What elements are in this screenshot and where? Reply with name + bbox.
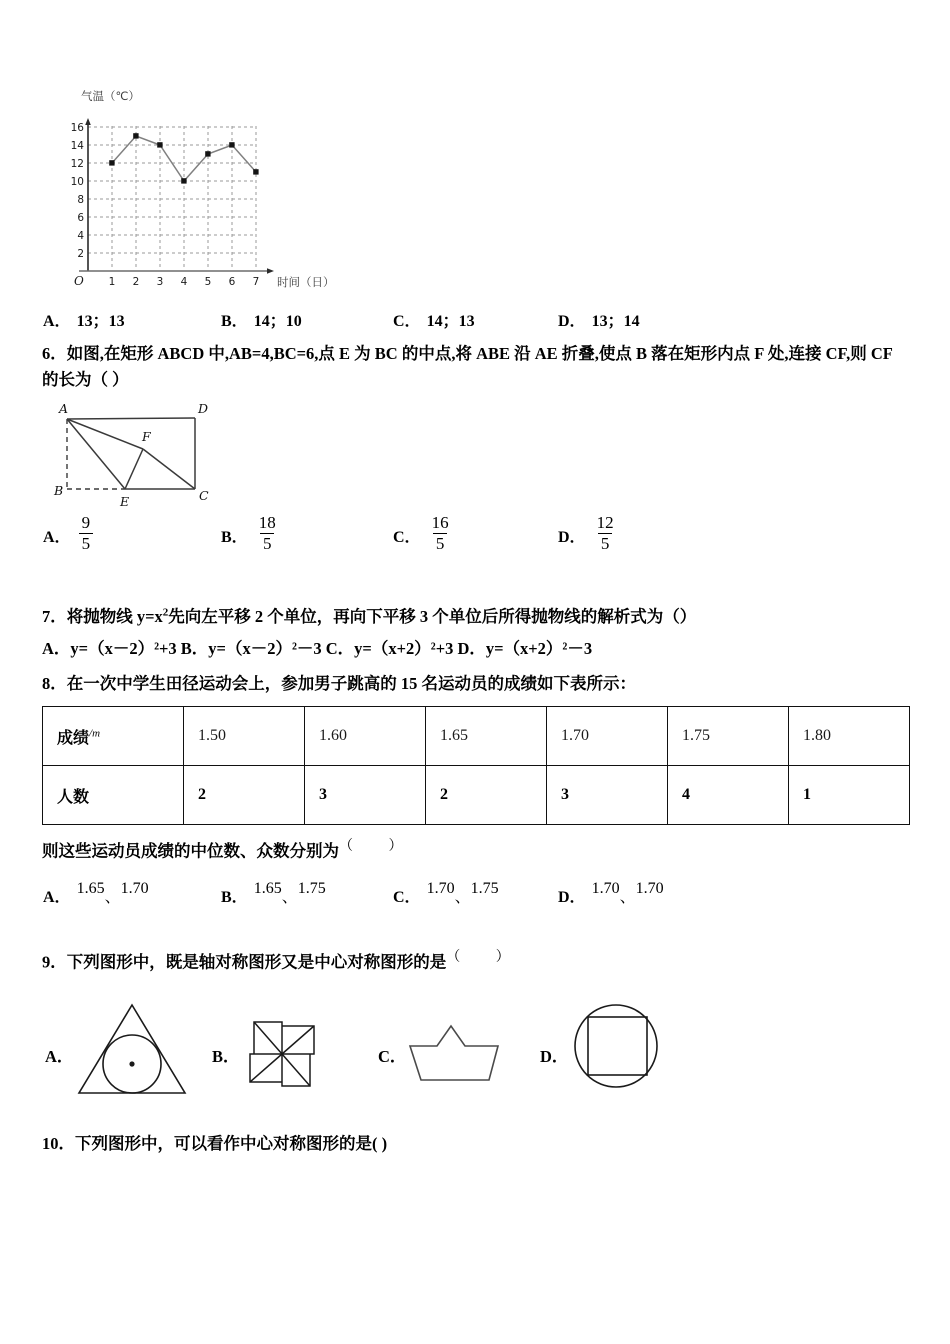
q6-option-a-fraction xyxy=(79,514,94,553)
q5-option-b-letter: B． xyxy=(221,313,248,330)
q6-figure xyxy=(45,396,230,513)
svg-text:2: 2 xyxy=(132,276,140,288)
score-table xyxy=(42,706,910,825)
q6-stem-line1: 6．如图,在矩形 ABCD 中,AB=4,BC=6,点 E 为 BC 的中点,将 ABE 沿 AE 折叠,使点 B 落在矩形内点 F 处,连接 CF,则 CF xyxy=(42,344,893,363)
q6-option-a[interactable] xyxy=(43,513,221,555)
table-header-score-text: 成绩 xyxy=(57,729,90,747)
count-cell-6: 1 xyxy=(789,766,910,825)
q5-option-d[interactable] xyxy=(558,308,640,331)
q8-option-c-separator: 、 xyxy=(454,889,471,906)
q6-option-c-fraction xyxy=(429,514,452,553)
q5-option-a[interactable] xyxy=(43,308,221,331)
q6-option-d-letter: D． xyxy=(558,528,586,546)
q8-options-row xyxy=(43,880,723,907)
score-cell-6: 1.80 xyxy=(789,707,910,766)
chart-origin-label: O xyxy=(74,274,84,288)
q6-option-a-denominator: 5 xyxy=(79,533,94,553)
triangle-inscribed-circle-icon xyxy=(75,1000,190,1100)
q8-option-b-separator: 、 xyxy=(281,889,298,906)
q8-option-b-second: 1.75 xyxy=(297,880,326,897)
q6-option-a-numerator: 9 xyxy=(81,513,91,532)
q8-stem: 8．在一次中学生田径运动会上，参加男子跳高的 15 名运动员的成绩如下表所示： xyxy=(42,674,636,693)
svg-text:7: 7 xyxy=(252,276,260,288)
q6-options-row xyxy=(43,513,683,555)
q6-stem xyxy=(42,341,922,394)
table-header-score-unit: /m xyxy=(89,727,101,740)
svg-text:10: 10 xyxy=(70,176,84,188)
pinwheel-blades xyxy=(250,1022,314,1086)
pinwheel-icon xyxy=(243,1014,321,1094)
score-cell-4: 1.70 xyxy=(547,707,668,766)
q5-option-b-text: 14；10 xyxy=(253,313,302,330)
q6-option-c-numerator: 16 xyxy=(431,513,449,532)
chart-y-tick-labels xyxy=(71,122,85,260)
svg-text:3: 3 xyxy=(156,276,164,288)
q6-label-D: D xyxy=(198,401,209,416)
q5-option-a-letter: A． xyxy=(43,313,71,330)
q6-option-b-letter: B． xyxy=(221,528,248,546)
q6-option-d[interactable] xyxy=(558,513,619,555)
q8-option-d-first: 1.70 xyxy=(591,880,620,897)
chart-x-axis-title: 时间（日） xyxy=(277,275,335,289)
q7-stem-part2: 先向左平移 2 个单位，再向下平移 3 个单位后所得抛物线的解析式为（） xyxy=(168,607,697,626)
inscribed-square-shape xyxy=(588,1017,647,1075)
q6-option-b[interactable] xyxy=(221,513,393,555)
q8-answer-paren: （ ） xyxy=(339,839,419,854)
q8-option-b-letter: B． xyxy=(221,889,248,906)
q5-option-b[interactable] xyxy=(221,308,393,331)
svg-text:8: 8 xyxy=(77,194,84,206)
svg-text:2: 2 xyxy=(77,248,84,260)
svg-text:16: 16 xyxy=(70,122,84,134)
q6-figure-svg xyxy=(45,396,230,508)
temperature-line-chart xyxy=(55,86,355,291)
q5-option-a-text: 13；13 xyxy=(76,313,125,330)
circle-inscribed-square-icon xyxy=(571,1000,661,1092)
q8-option-d[interactable] xyxy=(558,880,664,907)
q9-option-a-figure[interactable] xyxy=(75,1000,190,1105)
q9-option-c-letter-text: C． xyxy=(378,1047,407,1066)
count-cell-3: 2 xyxy=(426,766,547,825)
q7-stem xyxy=(42,604,922,630)
q8-option-b-first: 1.65 xyxy=(253,880,282,897)
q6-label-F: F xyxy=(142,429,151,444)
q9-option-b-figure[interactable] xyxy=(243,1014,321,1099)
q6-option-d-numerator: 12 xyxy=(596,513,614,532)
table-row-counts xyxy=(43,766,910,825)
q6-vertex-labels xyxy=(53,401,209,508)
q8-table-wrap xyxy=(42,706,910,825)
q8-option-a-second: 1.70 xyxy=(120,880,149,897)
q8-option-c-first: 1.70 xyxy=(426,880,455,897)
q9-option-a-letter-wrap[interactable] xyxy=(45,1044,73,1070)
q8-option-b[interactable] xyxy=(221,880,393,907)
q8-option-a-first: 1.65 xyxy=(76,880,105,897)
triangle-shape xyxy=(79,1005,185,1093)
q6-option-b-numerator: 18 xyxy=(258,513,276,532)
score-cell-2: 1.60 xyxy=(305,707,426,766)
svg-text:6: 6 xyxy=(77,212,84,224)
table-header-count: 人数 xyxy=(43,766,184,825)
q6-option-c-denominator: 5 xyxy=(433,533,448,553)
q6-label-E: E xyxy=(120,494,130,508)
chart-y-axis-title: 气温（℃） xyxy=(81,89,140,103)
q5-option-c-text: 14；13 xyxy=(426,313,475,330)
q6-solid-edges xyxy=(67,418,195,489)
q7-stem-exponent: 2 xyxy=(162,606,169,619)
q6-label-A: A xyxy=(59,401,69,416)
q8-option-a-letter: A． xyxy=(43,889,71,906)
q9-answer-paren: （ ） xyxy=(446,950,526,965)
q5-option-c[interactable] xyxy=(393,308,558,331)
q6-option-b-fraction xyxy=(256,514,279,553)
chart-y-axis-arrow xyxy=(85,118,91,125)
q8-question-line xyxy=(42,836,642,865)
q9-option-d-figure[interactable] xyxy=(571,1000,661,1097)
q9-option-d-letter-wrap[interactable] xyxy=(540,1044,568,1070)
score-cell-5: 1.75 xyxy=(668,707,789,766)
q10-stem: 10．下列图形中，可以看作中心对称图形的是( ) xyxy=(42,1134,388,1153)
q6-option-c[interactable] xyxy=(393,513,558,555)
q6-label-C: C xyxy=(199,488,209,503)
count-cell-5: 4 xyxy=(668,766,789,825)
q5-option-d-letter: D． xyxy=(558,313,586,330)
q6-label-B: B xyxy=(54,483,64,498)
svg-text:6: 6 xyxy=(228,276,236,288)
q8-option-c[interactable] xyxy=(393,880,558,907)
q8-question-text: 则这些运动员成绩的中位数、众数分别为 xyxy=(42,841,339,861)
count-cell-1: 2 xyxy=(184,766,305,825)
q6-option-b-denominator: 5 xyxy=(260,533,275,553)
count-cell-2: 3 xyxy=(305,766,426,825)
q5-options-row xyxy=(43,308,683,331)
svg-text:1: 1 xyxy=(108,276,116,288)
score-cell-3: 1.65 xyxy=(426,707,547,766)
count-cell-4: 3 xyxy=(547,766,668,825)
boat-shape xyxy=(410,1026,498,1080)
svg-text:4: 4 xyxy=(180,276,188,288)
q7-options-line[interactable]: A．y=（x－2）²+3 B．y=（x－2）²－3 C．y=（x+2）²+3 D．y=（x+2）²－3 xyxy=(42,639,593,658)
q8-option-d-separator: 、 xyxy=(619,889,636,906)
q8-option-d-letter: D． xyxy=(558,889,586,906)
q8-option-a[interactable] xyxy=(43,880,221,907)
table-row-scores xyxy=(43,707,910,766)
q9-option-c-figure[interactable] xyxy=(404,1024,504,1091)
q9-option-d-letter: D． xyxy=(540,1047,569,1066)
chart-x-tick-labels xyxy=(109,276,260,288)
chart-x-axis-arrow xyxy=(267,268,274,274)
q6-option-a-letter: A． xyxy=(43,528,71,546)
q6-option-d-fraction xyxy=(594,514,617,553)
svg-text:12: 12 xyxy=(70,158,84,170)
q8-option-a-separator: 、 xyxy=(104,889,121,906)
q9-stem-text: 9．下列图形中，既是轴对称图形又是中心对称图形的是 xyxy=(42,952,447,972)
chart-svg xyxy=(55,86,355,291)
center-dot-icon xyxy=(129,1061,134,1066)
q6-stem-line2: 的长为（ ） xyxy=(42,370,129,390)
q6-option-d-denominator: 5 xyxy=(598,533,613,553)
svg-text:5: 5 xyxy=(204,276,212,288)
q6-fold-lines xyxy=(67,419,195,489)
q9-stem xyxy=(42,947,742,976)
q5-option-d-text: 13；14 xyxy=(591,313,640,330)
q9-option-b-letter: B． xyxy=(212,1047,240,1066)
table-header-score xyxy=(43,707,184,766)
q9-option-b-letter-wrap[interactable] xyxy=(212,1044,240,1070)
q9-option-c-letter-wrap[interactable] xyxy=(378,1044,406,1070)
boat-polygon-icon xyxy=(404,1024,504,1086)
q8-option-c-letter: C． xyxy=(393,889,421,906)
q6-option-c-letter: C． xyxy=(393,528,421,546)
svg-text:14: 14 xyxy=(70,140,84,152)
q8-option-d-second: 1.70 xyxy=(635,880,664,897)
svg-text:4: 4 xyxy=(77,230,84,242)
q8-option-c-second: 1.75 xyxy=(470,880,499,897)
q7-stem-part1: 7．将抛物线 y=x xyxy=(42,607,163,626)
score-cell-1: 1.50 xyxy=(184,707,305,766)
q9-option-a-letter: A． xyxy=(45,1047,74,1066)
q5-option-c-letter: C． xyxy=(393,313,421,330)
